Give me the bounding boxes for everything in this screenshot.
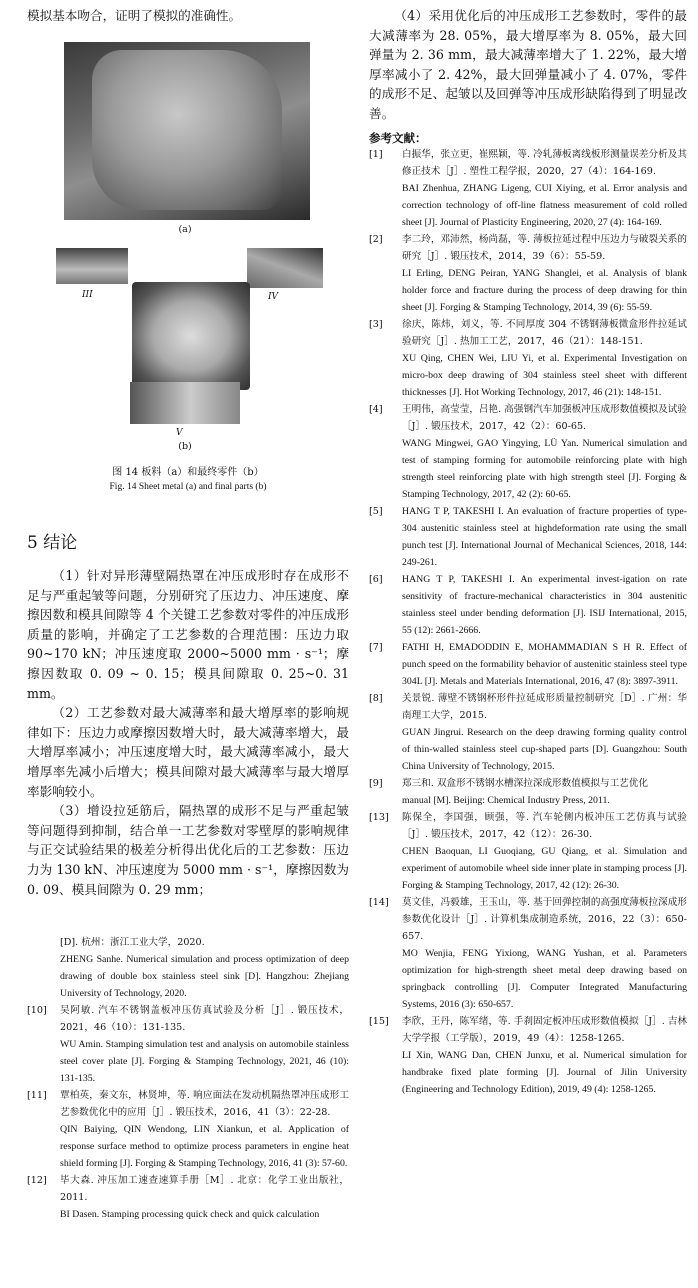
sheet-metal-photo (64, 42, 310, 220)
reference-number: [2] (369, 233, 383, 245)
reference-item (369, 690, 687, 775)
reference-en: CHEN Baoquan, LI Guoqiang, GU Qiang, et al. Simulation and experiment of automobile wheel side inner plate in stamping process [J]. Forging & Stamping Technology, 2017, 42 (12): 26-30. (402, 845, 687, 891)
figure-caption-cn: 图 14 板料（a）和最终零件（b） (112, 467, 264, 478)
reference-item (369, 231, 687, 316)
reference-item (369, 639, 687, 690)
references-list (369, 146, 687, 1098)
reference-item (369, 503, 687, 571)
reference-en: QIN Baiying, QIN Wendong, LIN Xiankun, et al. Application of response surface method to optimize process parameters in engine heat shield forming [J]. Forging & Stamping Technology, 2016, 41 (3): 57-60. (60, 1124, 349, 1169)
reference-number: [3] (369, 318, 383, 330)
reference-en: MO Wenjia, FENG Yixiong, WANG Yushan, et al. Parameters optimization for high-strength sheet metal deep drawing based on springback controlling [J]. Computer Integrated Manufacturing Systems, 2016 (3): 650-657. (402, 947, 687, 1010)
conclusion-paragraph: （2）工艺参数对最大减薄率和最大增厚率的影响规律如下：压边力或摩擦因数增大时，最大减薄率增大，最大增厚率减小；冲压速度增大时，最大减薄率减小，最大增厚率先减小后增大；模具间隙对最大减薄率与最大增厚率影响较小。 (27, 705, 349, 799)
reference-item (369, 571, 687, 639)
reference-number: [1] (369, 148, 383, 160)
reference-item (27, 1172, 349, 1223)
detail-IV-image (247, 248, 323, 288)
detail-III-image (56, 248, 128, 284)
reference-en: XU Qing, CHEN Wei, LIU Yi, et al. Experimental Investigation on micro-box deep drawing of 304 stainless steel sheet with different thicknesses [J]. Hot Working Technology, 2017, 46 (21): 148-151. (402, 352, 687, 398)
label-III: III (82, 290, 93, 300)
reference-number: [7] (369, 641, 383, 653)
reference-item (369, 401, 687, 503)
reference-number: [12] (27, 1175, 47, 1186)
reference-number: [15] (369, 1015, 389, 1027)
reference-cn: [D]. 杭州：浙江工业大学，2020. (60, 937, 205, 948)
reference-en: FATHI H, EMADODDIN E, MOHAMMADIAN S H R. Effect of punch speed on the formability behavior of austenitic stainless steel type 304L [J]. Metals and Materials International, 2016, 47 (8): 3897-3911. (402, 641, 687, 687)
reference-number: [14] (369, 896, 389, 908)
reference-number: [9] (369, 777, 383, 789)
reference-item (27, 934, 349, 1002)
reference-number: [10] (27, 1005, 47, 1016)
figure-caption-en: Fig. 14 Sheet metal (a) and final parts (b) (109, 482, 267, 492)
reference-en: LI Erling, DENG Peiran, YANG Shanglei, et al. Analysis of blank holder force and fracture during the process of deep drawing for thin sheet [J]. Forging & Stamping Technology, 2014, 39 (6): 55-59. (402, 267, 687, 313)
reference-item (27, 1087, 349, 1172)
reference-item (369, 146, 687, 231)
reference-en: WANG Mingwei, GAO Yingying, LÜ Yan. Numerical simulation and test of stamping forming for automobile reinforcing plate with high strength steel reinforcing plate with high strength steel [J]. Forging & Stamping Technology, 2017, 42 (2): 60-65. (402, 437, 687, 500)
reference-item (369, 894, 687, 1013)
reference-cn: 徐庆，陈炜，刘义，等. 不同厚度 304 不锈钢薄板微盒形件拉延试验研究［J］. 热加工工艺，2017，46（21）：148-151. (402, 318, 687, 347)
reference-cn: 白振华，张立更，崔熙颖，等. 冷轧薄板离线板形测量误差分析及其修正技术［J］. 塑性工程学报，2020，27（4）：164-169. (402, 148, 687, 177)
reference-en: WU Amin. Stamping simulation test and analysis on automobile stainless steel cover plate [J]. Forging & Stamping Technology, 2021, 46 (10): 131-135. (60, 1039, 349, 1084)
reference-en: BAI Zhenhua, ZHANG Ligeng, CUI Xiying, et al. Error analysis and correction technology of off-line flatness measurement of cold rolled sheet [J]. Journal of Plasticity Engineering, 2020, 27 (4): 164-169. (402, 182, 687, 228)
reference-cn: 毕大森. 冲压加工速查速算手册［M］. 北京：化学工业出版社，2011. (60, 1175, 349, 1203)
reference-number: [5] (369, 505, 383, 517)
reference-en: HANG T P, TAKESHI I. An experimental invest-igation on rate sensitivity of fracture-mechanical characteristics in 304 austenitic stainless steel under bending deformation [J]. ISIJ International, 2015, 55 (12): 2661-2666. (402, 573, 687, 636)
reference-cn: 郑三和. 双盒形不锈钢水槽深拉深成形数值模拟与工艺优化 (402, 777, 648, 789)
figure-sublabel-b: (b) (178, 441, 192, 452)
conclusion-left-column (27, 566, 349, 899)
reference-cn: 莫文佳，冯毅雄，王玉山，等. 基于回弹控制的高强度薄板拉深成形参数优化设计［J］. 计算机集成制造系统，2016，22（3）：650-657. (402, 896, 687, 942)
reference-number: [6] (369, 573, 383, 585)
reference-cn: 李欣，王丹，陈军绪，等. 手刹固定板冲压成形数值模拟［J］. 吉林大学学报（工学版），2019，49（4）：1258-1265. (402, 1015, 687, 1044)
reference-item (369, 809, 687, 894)
reference-item (369, 775, 687, 809)
reference-cn: 陈保全，李国强，顾强，等. 汽车轮侧内板冲压工艺仿真与试验［J］. 锻压技术，2017，42（12）：26-30. (402, 811, 687, 840)
reference-en: LI Xin, WANG Dan, CHEN Junxu, et al. Numerical simulation for handbrake fixed plate forming [J]. Journal of Jilin University (Engineering and Technology Edition), 2019, 49 (4): 1258-1265. (402, 1049, 687, 1095)
reference-number: [8] (369, 692, 383, 704)
references-continued (27, 934, 349, 1223)
reference-item (369, 316, 687, 401)
reference-en: HANG T P, TAKESHI I. An evaluation of fracture properties of type-304 austenitic stainless steel at highdeformation rate using the small punch test [J]. International Journal of Mechanical Sciences, 2018, 144: 249-261. (402, 505, 687, 568)
right-column (369, 6, 687, 1098)
conclusion-paragraph: （3）增设拉延筋后，隔热罩的成形不足与严重起皱等问题得到抑制，结合单一工艺参数对零壁厚的影响规律与正交试验结果的极差分析得出优化后的工艺参数：压边力为 130 kN、冲压速度为 5000 mm · s⁻¹，摩擦因数为 0. 09、模具间隙为 0. 29 mm； (27, 803, 349, 897)
reference-item (27, 1002, 349, 1087)
reference-cn: 关景锐. 薄壁不锈钢杯形件拉延成形质量控制研究［D］. 广州：华南理工大学，2015. (402, 692, 687, 721)
final-part-image (132, 282, 250, 390)
carryover-text: 模拟基本吻合，证明了模拟的准确性。 (27, 8, 242, 23)
label-V: V (176, 428, 183, 438)
section-title: 5 结论 (27, 533, 78, 553)
conclusion-paragraph: （4）采用优化后的冲压成形工艺参数时，零件的最大减薄率为 28. 05%，最大增厚率为 8. 05%，最大回弹量为 2. 36 mm，最大减薄率增大了 1. 22%，最大增厚率减小了 2. 42%，最大回弹量减小了 4. 07%，零件的成形不足、起皱以及回弹等冲压成形缺陷得到了明显改善。 (369, 8, 687, 121)
reference-number: [4] (369, 403, 383, 415)
figure-sublabel-a: (a) (178, 224, 192, 235)
detail-V-image (130, 382, 240, 424)
reference-item (369, 1013, 687, 1098)
reference-cn: 王明伟，高莹莹，吕艳. 高强钢汽车加强板冲压成形数值模拟及试验［J］. 锻压技术，2017，42（2）：60-65. (402, 403, 687, 432)
reference-cn: 李二玲，邓沛然，杨尚磊，等. 薄板拉延过程中压边力与破裂关系的研究［J］. 锻压技术，2014，39（6）：55-59. (402, 233, 687, 262)
reference-cn: 覃柏英，秦文东，林贤坤，等. 响应面法在发动机隔热罩冲压成形工艺参数优化中的应用［J］. 锻压技术，2016，41（3）：22-28. (60, 1090, 349, 1118)
reference-number: [11] (27, 1090, 47, 1101)
reference-number: [13] (369, 811, 389, 823)
reference-en: manual [M]. Beijing: Chemical Industry Press, 2011. (402, 794, 610, 806)
reference-en: GUAN Jingrui. Research on the deep drawing forming quality control of thin-walled stainless steel cup-shaped parts [D]. Guangzhou: South China University of Technology, 2015. (402, 726, 687, 772)
conclusion-paragraph: （1）针对异形薄壁隔热罩在冲压成形时存在成形不足与严重起皱等问题，分别研究了压边力、冲压速度、摩擦因数和模具间隙等 4 个关键工艺参数对零件的冲压成形质量的影响，并确定了工艺参数的合理范围：压边力取 90~170 kN；冲压速度取 2000~5000 mm · s⁻¹；摩擦因数取 0. 09 ~ 0. 15；模具间隙取 0. 25~0. 31 mm。 (27, 568, 349, 701)
reference-en: ZHENG Sanhe. Numerical simulation and process optimization of deep drawing of double box stainless steel sink [D]. Hangzhou: Zhejiang University of Technology, 2020. (60, 954, 349, 999)
references-title: 参考文献： (369, 130, 427, 145)
reference-en: BI Dasen. Stamping processing quick check and quick calculation (60, 1209, 320, 1220)
label-IV: IV (268, 292, 279, 302)
reference-cn: 吴阿敏. 汽车不锈钢盖板冲压仿真试验及分析［J］. 锻压技术，2021，46（10）：131-135. (60, 1005, 349, 1033)
